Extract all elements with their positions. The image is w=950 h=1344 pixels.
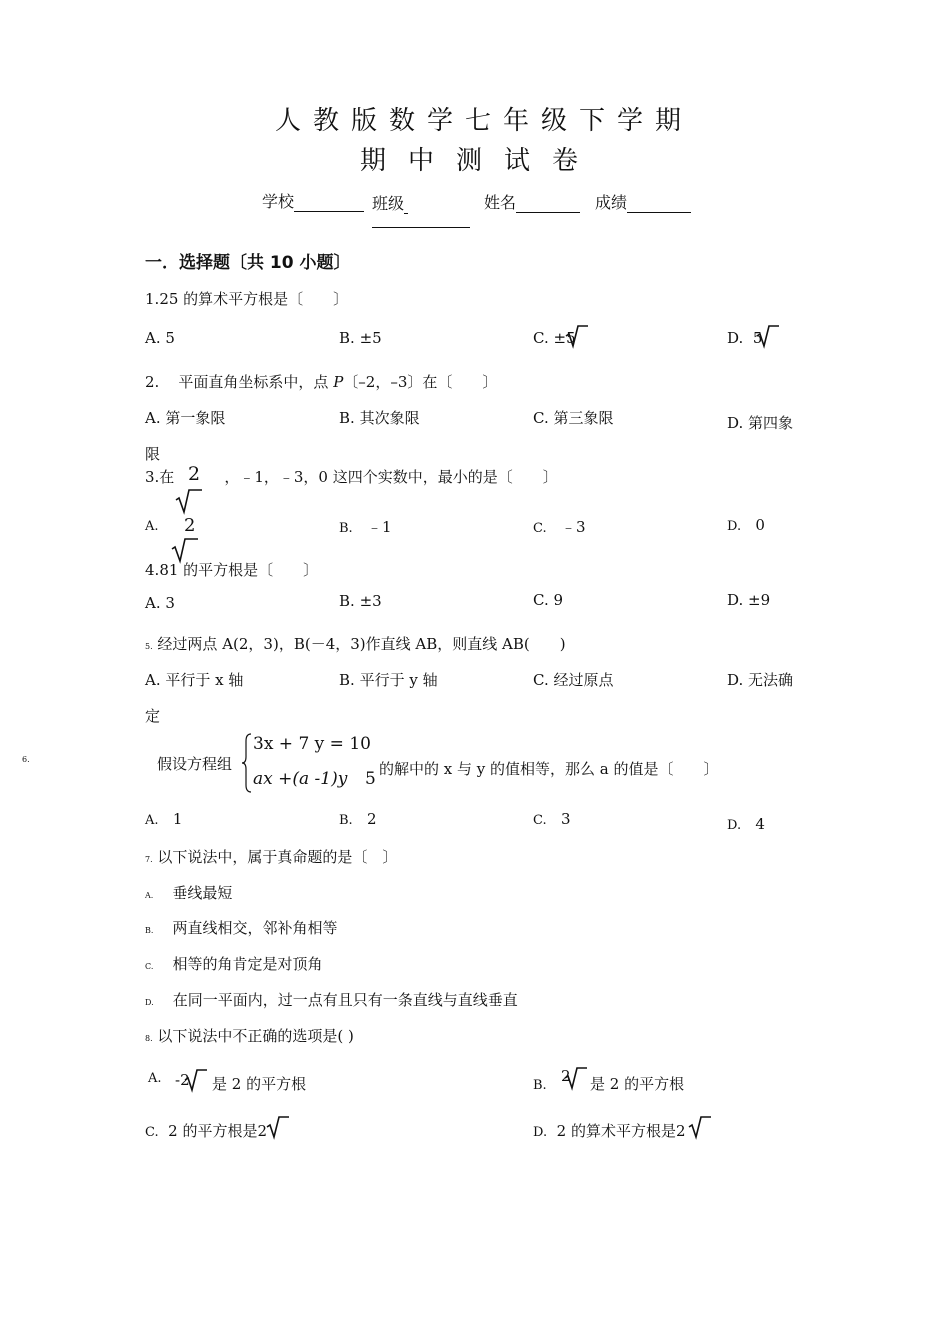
option-label: C. <box>533 813 547 828</box>
question-number: 8. <box>145 1034 153 1043</box>
sqrt-sign-icon <box>184 1068 208 1092</box>
option-text: ±3 <box>359 592 382 610</box>
option-label: A. <box>145 813 159 828</box>
score-blank[interactable] <box>627 196 691 213</box>
question-8 <box>145 1025 354 1046</box>
q2-option-d-wrap: 限 <box>145 445 161 463</box>
option-text: 垂线最短 <box>172 884 233 902</box>
q2-option-c[interactable] <box>533 407 614 428</box>
q3-option-b[interactable] <box>339 516 392 537</box>
option-label: A. <box>145 329 161 347</box>
option-text: 两直线相交，邻补角相等 <box>172 919 338 937</box>
option-label: B. <box>339 521 353 536</box>
option-label: C. <box>533 671 549 689</box>
option-label: B. <box>339 409 355 427</box>
option-text: 在同一平面内，过一点有且只有一条直线与直线垂直 <box>172 991 518 1009</box>
option-label: D. <box>727 671 744 689</box>
question-7 <box>145 846 397 867</box>
sqrt-sign-icon <box>175 488 203 514</box>
q3-option-c[interactable] <box>533 516 585 537</box>
q8-option-a-text: 是 2 的平方根 <box>212 1075 307 1093</box>
section-heading: 一．选择题〔共 10 小题〕 <box>145 253 351 273</box>
sqrt-sign-icon <box>564 1066 588 1090</box>
q5-option-a[interactable] <box>145 669 243 690</box>
question-number: 3.在 <box>145 468 175 486</box>
option-text: 1 <box>172 810 183 828</box>
class-field[interactable] <box>372 191 408 214</box>
q8-option-d[interactable] <box>533 1120 686 1141</box>
option-label: C. <box>533 591 549 609</box>
school-label: 学校 <box>262 192 295 211</box>
option-label: C. <box>145 962 154 971</box>
sqrt-sign-icon <box>266 1115 290 1139</box>
q1-option-b[interactable] <box>339 329 382 347</box>
equation-1: 3x + 7 y = 10 <box>253 734 371 754</box>
q5-option-d[interactable] <box>727 669 793 690</box>
class-label: 班级 <box>372 194 405 213</box>
option-label: C. <box>533 409 549 427</box>
q4-option-a[interactable] <box>145 594 175 612</box>
option-text: ±9 <box>748 591 771 609</box>
option-value: 2 <box>675 1122 686 1140</box>
q8-option-c[interactable] <box>145 1120 267 1141</box>
q4-option-c[interactable] <box>533 591 563 609</box>
option-text: 4 <box>755 815 765 833</box>
question-number: 1. <box>145 290 160 308</box>
option-value: 2 <box>257 1122 268 1140</box>
q7-option-b[interactable] <box>145 917 338 938</box>
option-label: B. <box>533 1078 547 1093</box>
question-stem: ，﹣1，﹣3，0 这四个实数中，最小的是〔 〕 <box>224 468 558 486</box>
option-text: 其次象限 <box>359 409 420 427</box>
option-text: 第三象限 <box>553 409 614 427</box>
option-label: D. <box>727 329 744 347</box>
option-label: B. <box>339 671 355 689</box>
option-text: 3 <box>560 810 571 828</box>
q3-option-a[interactable] <box>145 516 159 534</box>
question-number: 7. <box>145 855 153 864</box>
option-label: D. <box>727 591 744 609</box>
option-text: ﹣1 <box>367 518 392 536</box>
question-stem: 平面直角坐标系中，点 <box>178 373 329 391</box>
q1-option-a[interactable] <box>145 329 175 347</box>
class-blank[interactable] <box>372 227 470 228</box>
q8-option-b-text: 是 2 的平方根 <box>590 1075 685 1093</box>
option-text: 第四象 <box>748 414 794 432</box>
q7-option-a[interactable] <box>145 882 232 903</box>
question-stem: 经过两点 A(2，3)，B(－4，3)作直线 AB，则直线 AB( ) <box>157 635 566 653</box>
question-number: 4. <box>145 561 160 579</box>
equation-2-left: ax +(a -1)y <box>253 769 348 789</box>
question-stem-tail: 〔–2，–3〕在〔 〕 <box>343 373 498 391</box>
q6-option-a[interactable] <box>145 810 182 828</box>
q6-option-b[interactable] <box>339 810 377 828</box>
option-text: 相等的角肯定是对顶角 <box>172 955 323 973</box>
option-label: B. <box>339 329 355 347</box>
question-stem: 81 的平方根是〔 〕 <box>159 561 319 579</box>
radicand-2: 2 <box>188 463 201 485</box>
option-label: C. <box>533 521 547 536</box>
sqrt-sign-icon <box>688 1115 712 1139</box>
question-5 <box>145 633 566 654</box>
q3-option-a-value: 2 <box>184 515 196 536</box>
question-4 <box>145 559 318 580</box>
option-label: D. <box>727 519 742 534</box>
option-text: 经过原点 <box>553 671 614 689</box>
q7-option-d[interactable] <box>145 989 518 1010</box>
sqrt-sign-icon <box>565 324 589 348</box>
option-text: 平行于 x 轴 <box>165 671 244 689</box>
option-label: B. <box>339 813 353 828</box>
school-field[interactable] <box>262 189 364 212</box>
option-text: ﹣3 <box>560 518 586 536</box>
q4-option-b[interactable] <box>339 592 382 610</box>
option-text: 9 <box>553 591 564 609</box>
equation-2-right: 5 <box>365 769 376 789</box>
option-label: D. <box>145 998 154 1007</box>
option-text: 平行于 y 轴 <box>359 671 438 689</box>
option-label: D. <box>533 1125 548 1140</box>
question-3 <box>145 466 558 487</box>
question-6-stem: 假设方程组 <box>157 755 233 773</box>
option-label: B. <box>339 592 355 610</box>
option-text: 3 <box>165 594 175 612</box>
q2-option-d[interactable] <box>727 412 793 433</box>
sqrt-sign-icon <box>756 324 780 348</box>
option-text: 无法确 <box>748 671 794 689</box>
school-blank[interactable] <box>294 195 364 212</box>
option-label: A. <box>145 519 159 534</box>
q8-option-b[interactable] <box>533 1075 547 1093</box>
question-2 <box>145 371 497 392</box>
question-1 <box>145 288 348 309</box>
question-stem: 以下说法中不正确的选项是( ) <box>157 1027 354 1045</box>
option-text: 5 <box>165 329 175 347</box>
q8-option-a-value: -2 <box>175 1071 190 1089</box>
name-blank[interactable] <box>516 196 580 213</box>
q2-option-b[interactable] <box>339 407 420 428</box>
option-text: 2 的算术平方根是 <box>556 1122 676 1140</box>
option-label: A. <box>145 594 161 612</box>
q6-option-c[interactable] <box>533 810 570 828</box>
q3-option-d[interactable] <box>727 516 765 534</box>
title-line-1: 人教版数学七年级下学期 <box>275 106 694 136</box>
question-number: 5. <box>145 642 153 651</box>
q5-option-d-wrap: 定 <box>145 707 161 725</box>
option-text: 0 <box>755 516 765 534</box>
q5-option-b[interactable] <box>339 669 438 690</box>
option-label: D. <box>727 414 744 432</box>
q8-option-a[interactable] <box>148 1068 162 1086</box>
option-text: 第一象限 <box>165 409 226 427</box>
option-text: 2 <box>367 810 377 828</box>
left-brace-icon <box>241 733 253 793</box>
option-text: 2 的平方根是 <box>168 1122 258 1140</box>
option-text: ±5 <box>359 329 382 347</box>
score-label: 成绩 <box>595 193 628 212</box>
point-label: P <box>333 373 344 391</box>
title-line-2: 期中测试卷 <box>360 146 601 176</box>
question-number: 6. <box>22 755 30 764</box>
question-stem: 以下说法中，属于真命题的是〔 〕 <box>157 848 398 866</box>
name-label: 姓名 <box>484 193 517 212</box>
option-label: A. <box>145 671 161 689</box>
q2-option-a[interactable] <box>145 407 225 428</box>
option-label: A. <box>145 409 161 427</box>
question-stem: 25 的算术平方根是〔 〕 <box>159 290 349 308</box>
q4-option-d[interactable] <box>727 591 770 609</box>
option-label: A. <box>148 1071 162 1086</box>
option-label: C. <box>145 1125 159 1140</box>
q7-option-c[interactable] <box>145 953 322 974</box>
option-label: D. <box>727 818 742 833</box>
score-field[interactable] <box>595 190 691 213</box>
q8-option-b-value: 2 <box>561 1067 571 1085</box>
option-text: 5 <box>752 329 763 347</box>
q5-option-c[interactable] <box>533 669 614 690</box>
option-label: B. <box>145 926 154 935</box>
option-label: A. <box>145 891 154 900</box>
question-number: 2. <box>145 373 160 391</box>
option-label: C. <box>533 329 549 347</box>
option-text: ±5 <box>553 329 576 347</box>
name-field[interactable] <box>484 190 580 213</box>
question-6-tail: 的解中的 x 与 y 的值相等，那么 a 的值是〔 〕 <box>379 760 719 778</box>
q6-option-d[interactable] <box>727 815 765 833</box>
